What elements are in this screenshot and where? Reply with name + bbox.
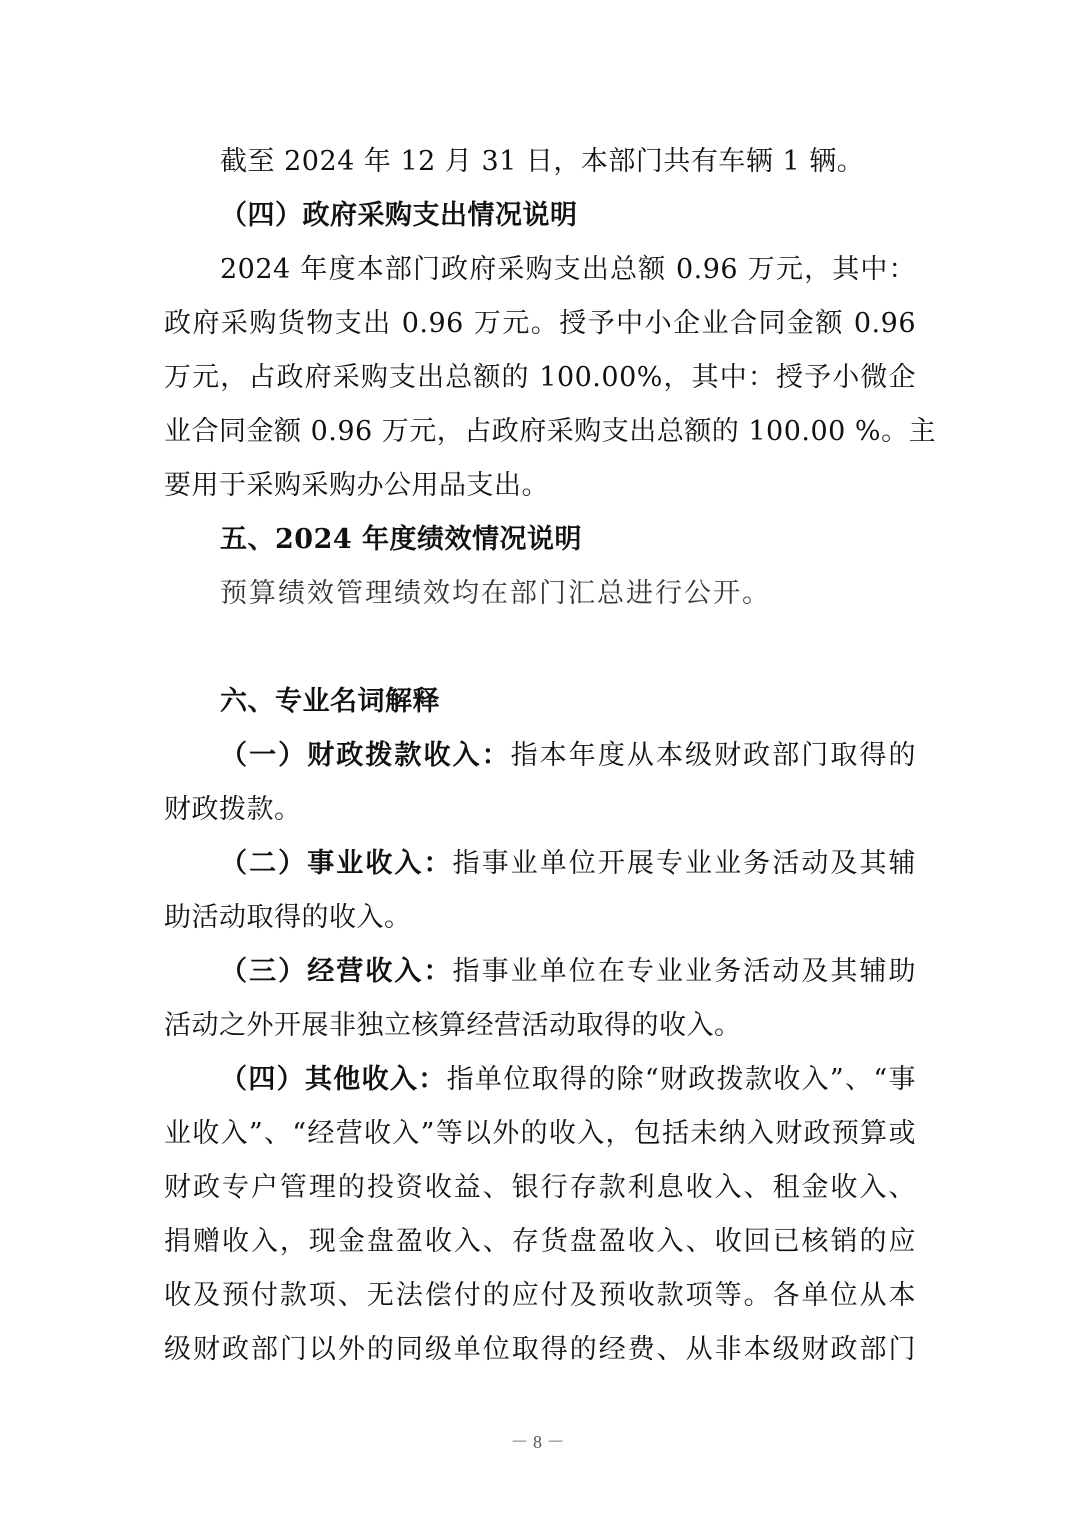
section5-heading: 五、2024 年度绩效情况说明 (220, 524, 583, 555)
term-other-income (220, 1060, 916, 1100)
term-continuation: 助活动取得的收入。 (164, 902, 412, 933)
term-business-income (220, 844, 916, 884)
term-label: （二）事业收入： (220, 848, 453, 879)
term-label: （三）经营收入： (220, 956, 453, 987)
term-continuation: 收及预付款项、无法偿付的应付及预收款项等。各单位从本 (164, 1280, 916, 1311)
procurement-line: 业合同金额 0.96 万元，占政府采购支出总额的 100.00 %。主 (164, 416, 937, 447)
term-continuation: 级财政部门以外的同级单位取得的经费、从非本级财政部门 (164, 1334, 916, 1365)
term-operating-income (220, 952, 916, 992)
term-continuation: 财政专户管理的投资收益、银行存款利息收入、租金收入、 (164, 1172, 916, 1203)
section6-heading: 六、专业名词解释 (220, 686, 440, 717)
term-definition: 指本年度从本级财政部门取得的 (510, 740, 917, 771)
procurement-line: 政府采购货物支出 0.96 万元。授予中小企业合同金额 0.96 (164, 308, 916, 339)
term-continuation: 业收入”、“经营收入”等以外的收入，包括未纳入财政预算或 (164, 1118, 916, 1149)
procurement-heading: （四）政府采购支出情况说明 (220, 200, 578, 231)
vehicles-paragraph: 截至 2024 年 12 月 31 日，本部门共有车辆 1 辆。 (220, 146, 865, 177)
procurement-line: 2024 年度本部门政府采购支出总额 0.96 万元，其中： (220, 254, 916, 285)
term-continuation: 捐赠收入，现金盘盈收入、存货盘盈收入、收回已核销的应 (164, 1226, 916, 1257)
page-number: － 8 － (510, 1432, 565, 1452)
term-fiscal-appropriation (220, 736, 916, 776)
term-definition: 指事业单位在专业业务活动及其辅助 (452, 956, 917, 987)
term-continuation: 财政拨款。 (164, 794, 302, 825)
term-continuation: 活动之外开展非独立核算经营活动取得的收入。 (164, 1010, 742, 1041)
term-definition: 指事业单位开展专业业务活动及其辅 (452, 848, 917, 879)
term-label: （一）财政拨款收入： (220, 740, 511, 771)
performance-paragraph: 预算绩效管理绩效均在部门汇总进行公开。 (220, 578, 771, 609)
term-label: （四）其他收入： (220, 1064, 447, 1095)
procurement-line: 要用于采购采购办公用品支出。 (164, 470, 549, 501)
procurement-line: 万元，占政府采购支出总额的 100.00%，其中：授予小微企 (164, 362, 916, 393)
term-definition: 指单位取得的除“财政拨款收入”、“事 (446, 1064, 916, 1095)
